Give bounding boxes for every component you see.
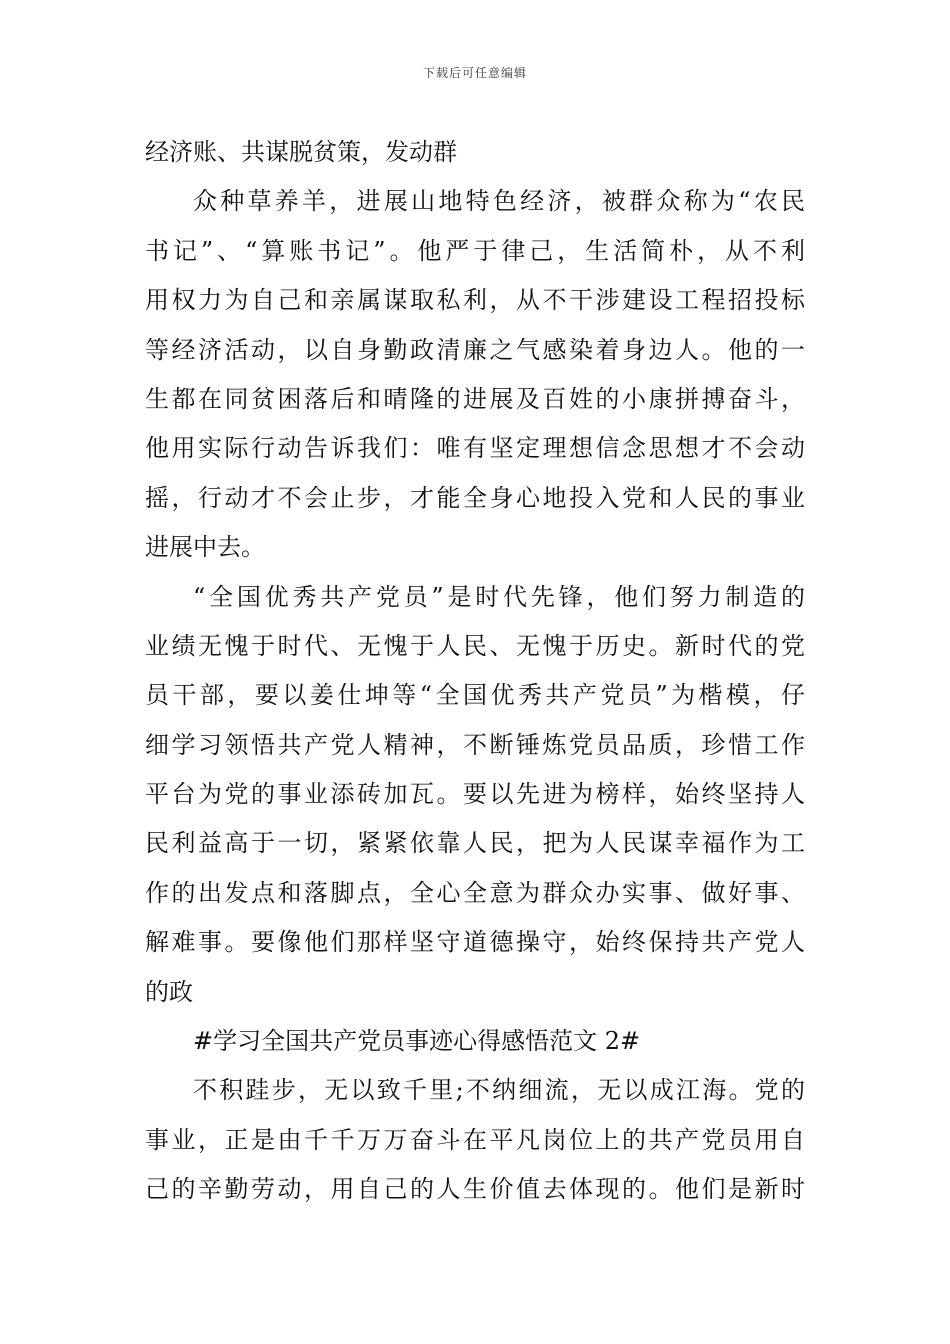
document-body xyxy=(145,128,805,1215)
text-line: 书记”、“算账书记”。他严于律己，生活简朴，从不利 xyxy=(145,236,805,265)
text-line: 解难事。要像他们那样坚守道德操守，始终保持共产党人 xyxy=(145,928,805,957)
text-line: 摇，行动才不会止步，才能全身心地投入党和人民的事业 xyxy=(145,483,805,512)
paragraph-start-line: 众种草养羊，进展山地特色经济，被群众称为“农民 xyxy=(193,187,805,216)
paragraph-start-line: “全国优秀共产党员”是时代先锋，他们努力制造的 xyxy=(193,582,805,611)
section-heading: #学习全国共产党员事迹心得感悟范文 2# xyxy=(193,1027,641,1056)
page-header: 下载后可任意编辑 xyxy=(422,66,527,80)
text-line: 民利益高于一切，紧紧依靠人民，把为人民谋幸福作为工 xyxy=(145,829,805,858)
text-line: 己的辛勤劳动，用自己的人生价值去体现的。他们是新时 xyxy=(145,1175,805,1204)
text-line: 用权力为自己和亲属谋取私利，从不干涉建设工程招投标 xyxy=(145,286,805,315)
text-line: 作的出发点和落脚点，全心全意为群众办实事、做好事、 xyxy=(145,878,805,907)
text-line: 等经济活动，以自身勤政清廉之气感染着身边人。他的一 xyxy=(145,335,805,364)
text-line: 的政 xyxy=(145,977,193,1006)
paragraph-start-line: 不积跬步，无以致千里;不纳细流，无以成江海。党的 xyxy=(193,1076,805,1105)
text-line: 业绩无愧于时代、无愧于人民、无愧于历史。新时代的党 xyxy=(145,631,805,660)
text-line: 细学习领悟共产党人精神，不断锤炼党员品质，珍惜工作 xyxy=(145,730,805,759)
text-line: 生都在同贫困落后和晴隆的进展及百姓的小康拼搏奋斗， xyxy=(145,384,805,413)
text-line: 他用实际行动告诉我们：唯有坚定理想信念思想才不会动 xyxy=(145,434,805,463)
text-line: 进展中去。 xyxy=(145,533,265,562)
text-line: 事业，正是由千千万万奋斗在平凡岗位上的共产党员用自 xyxy=(145,1125,805,1154)
text-line: 经济账、共谋脱贫策，发动群 xyxy=(145,138,457,166)
text-line: 员干部，要以姜仕坤等“全国优秀共产党员”为楷模，仔 xyxy=(145,681,805,710)
text-line: 平台为党的事业添砖加瓦。要以先进为榜样，始终坚持人 xyxy=(145,780,805,809)
